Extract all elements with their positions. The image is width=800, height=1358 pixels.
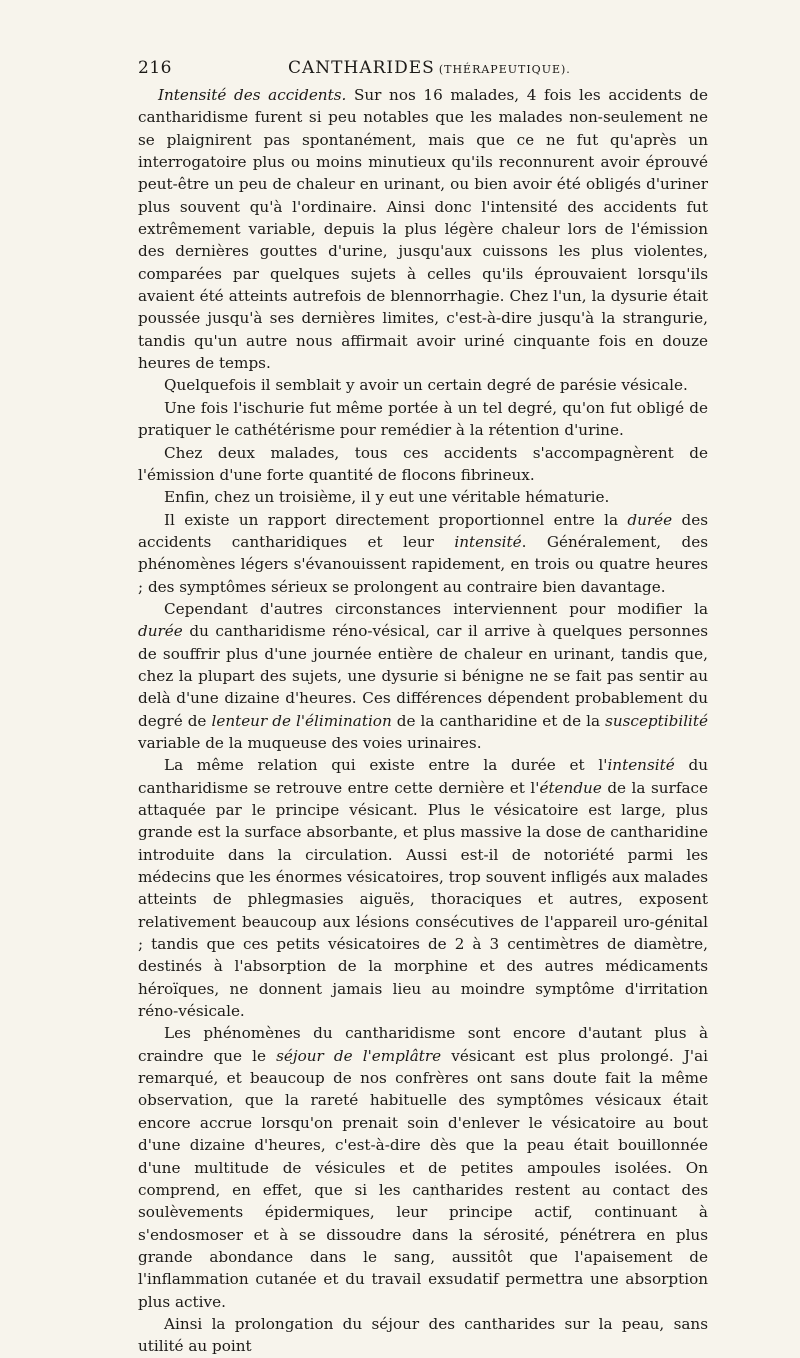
- paragraph-flocons: Chez deux malades, tous ces accidents s'accompagnèrent de l'émission d'une forte quantité de flocons fibrineux.: [138, 443, 708, 484]
- running-head: [138, 58, 708, 78]
- running-title: CANTHARIDES: [288, 58, 435, 78]
- paragraph-sejour: Les phénomènes du cantharidisme sont encore d'autant plus à craindre que le séjour de l'emplâtre vésicant est plus prolongé. J'ai remarqué, et beaucoup de nos confrères ont sans doute fait la même observation, que la rareté habituelle des symptômes vésicaux était encore accrue lorsqu'on prenait soin d'enlever le vésicatoire au bout d'une dizaine d'heures, c'est-à-dire dès que la peau était bouillonnée d'une multitude de vésicules et de petites ampoules isolées. On comprend, en effet, que si les cantharides restent au contact des soulèvements épidermiques, leur principe actif, continuant à s'endosmoser et à se dissoudre dans la sérosité, pénétrera en plus grande abondance dans le sang, aussitôt que l'apaisement de l'inflammation cutanée et du travail exsudatif permettra une absorption plus active.: [138, 1024, 709, 1311]
- paragraph-relation: La même relation qui existe entre la durée et l'intensité du cantharidisme se retrouve entre cette dernière et l'étendue de la surface attaquée par le principe vésicant. Plus le vésicatoire est large, plus grande est la surface absorbante, et plus massive la dose de cantharidine introduite dans la circulation. Aussi est-il de notoriété parmi les médecins que les énormes vésicatoires, trop souvent infligés aux malades atteints de phlegmasies aiguës, thoraciques et autres, exposent relativement beaucoup aux lésions consécutives de l'appareil uro-génital ; tandis que ces petits vésicatoires de 2 à 3 centimètres de diamètre, destinés à l'absorption de la morphine et des autres médicaments héroïques, ne donnent jamais lieu au moindre symptôme d'irritation réno-vésicale.: [138, 756, 708, 1021]
- running-subtitle: (THÉRAPEUTIQUE).: [438, 63, 571, 76]
- paragraph-hematurie: Enfin, chez un troisième, il y eut une véritable hématurie.: [164, 488, 610, 507]
- paragraph-ischurie: Une fois l'ischurie fut même portée à un tel degré, qu'on fut obligé de pratiquer le cathétérisme pour remédier à la rétention d'urine.: [138, 398, 708, 440]
- paragraph-rapport: Il existe un rapport directement proportionnel entre la durée des accidents cantharidiques et leur intensité. Généralement, des phénomènes légers s'évanouissent rapidement, en trois ou quatre heures ; des symptômes sérieux se prolongent au contraire bien davantage.: [138, 510, 708, 596]
- body-text: [138, 84, 708, 1358]
- paragraph-circonstances: Cependant d'autres circonstances interviennent pour modifier la durée du cantharidisme réno-vésical, car il arrive à quelques personnes de souffrir plus d'une journée entière de chaleur en urinant, tandis que, chez la plupart des sujets, une dysurie si bénigne ne se fait pas sentir au delà d'une dizaine d'heures. Ces différences dépendent probablement du degré de lenteur de l'élimination de la cantharidine et de la susceptibilité variable de la muqueuse des voies urinaires.: [138, 599, 708, 752]
- section-lead: Intensité des accidents.: [158, 86, 347, 104]
- paragraph-paresie: Quelquefois il semblait y avoir un certain degré de parésie vésicale.: [164, 376, 688, 395]
- page-number: 216: [138, 58, 172, 78]
- paragraph-prolongation: Ainsi la prolongation du séjour des cantharides sur la peau, sans utilité au point: [138, 1314, 708, 1356]
- paragraph-intensite: Intensité des accidents. Sur nos 16 malades, 4 fois les accidents de cantharidisme furent si peu notables que les malades non-seulement ne se plaignirent pas spontanément, mais que ce ne fut qu'après un interrogatoire plus ou moins minutieux qu'ils reconnurent avoir éprouvé peut-être un peu de chaleur en urinant, ou bien avoir été obligés d'uriner plus souvent qu'à l'ordinaire. Ainsi donc l'intensité des accidents fut extrêmement variable, depuis la plus légère chaleur lors de l'émission des dernières gouttes d'urine, jusqu'aux cuissons les plus violentes, comparées par quelques sujets à celles qu'ils éprouvaient lorsqu'ils avaient été atteints autrefois de blennorrhagie. Chez l'un, la dysurie était poussée jusqu'à ses dernières limites, c'est-à-dire jusqu'à la strangurie, tandis qu'un autre nous affirmait avoir uriné cinquante fois en douze heures de temps.: [138, 86, 708, 373]
